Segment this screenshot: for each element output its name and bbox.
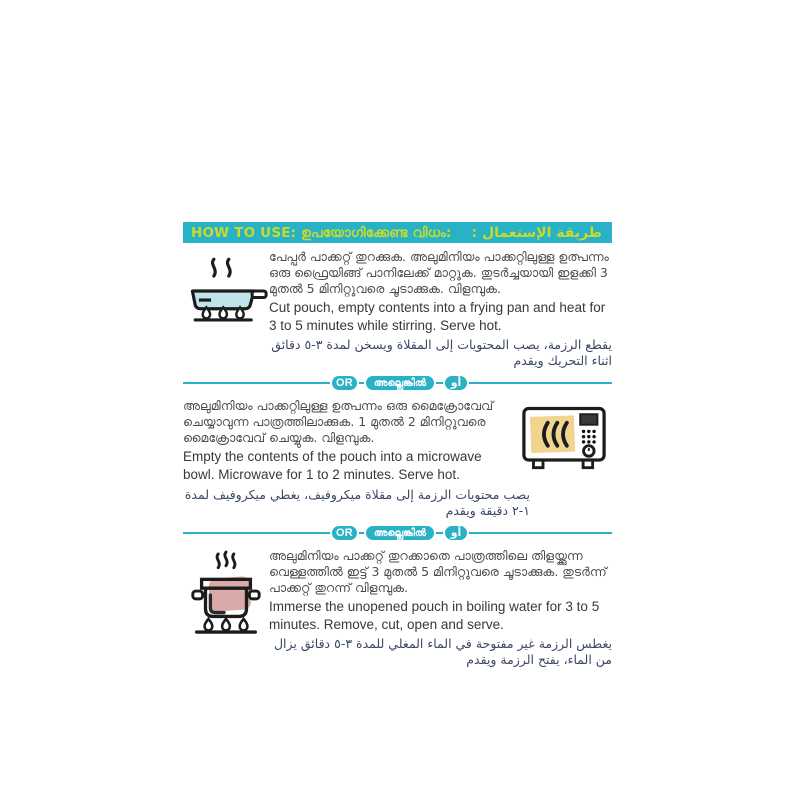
- frying-pan-icon: [183, 249, 269, 369]
- header-bar: [183, 222, 612, 243]
- section-1-text: [269, 249, 612, 369]
- microwave-icon: [514, 398, 612, 483]
- section-boiling-water: [183, 548, 612, 668]
- instruction-malayalam: പേപ്പർ പാക്കറ്റ് തുറക്കുക. അലുമിനിയം പാക്കറ്റിലുള്ള ഉത്പന്നം ഒരു ഫ്രൈയിങ്ങ് പാനിലേക്ക് മാറ്റുക. തുടർച്ചയായി ഇളക്കി 3 മുതൽ 5 മിനിറ്റുവരെ ചൂടാക്കുക. വിളമ്പുക.: [269, 249, 609, 296]
- how-to-use-panel: [183, 222, 612, 668]
- or-divider: [183, 524, 612, 542]
- instruction-arabic: يصب محتويات الرزمة إلى مقلاة ميكروفيف، يغطي ميكروفيف لمدة ١-٢ دقيقة ويقدم: [184, 487, 530, 518]
- section-microwave: [183, 398, 612, 483]
- instruction-english: Immerse the unopened pouch in boiling water for 3 to 5 minutes. Remove, cut, open and serve.: [269, 599, 600, 632]
- or-badge-english: OR: [330, 524, 359, 542]
- or-badge-arabic: أو: [443, 374, 469, 392]
- instruction-english: Empty the contents of the pouch into a microwave bowl. Microwave for 1 to 2 minutes. Serve hot.: [183, 449, 482, 482]
- instruction-arabic: يغطس الرزمة غير مفتوحة في الماء المغلي للمدة ٣-٥ دقائق يزال من الماء، يفتح الرزمة ويقدم: [273, 636, 612, 667]
- or-divider: [183, 374, 612, 392]
- boiling-pot-icon: [183, 548, 269, 668]
- header-title: HOW TO USE: ഉപയോഗിക്കേണ്ട വിധം:: [191, 224, 452, 241]
- or-badge-malayalam: അല്ലെങ്കിൽ: [364, 524, 436, 542]
- or-badge-english: OR: [330, 374, 359, 392]
- instruction-malayalam: അലുമിനിയം പാക്കറ്റിലുള്ള ഉത്പന്നം ഒരു മൈക്രോവേവ് ചെയ്യാവുന്ന പാത്രത്തിലാക്കുക. 1 മുതൽ 2 മിനിറ്റുവരെ മൈക്രോവേവ് ചെയ്യുക. വിളമ്പുക.: [183, 398, 494, 445]
- instruction-arabic: يقطع الرزمة، يصب المحتويات إلى المقلاة ويسخن لمدة ٣-٥ دقائق اثناء التحريك ويقدم: [271, 337, 612, 368]
- instruction-malayalam: അലുമിനിയം പാക്കറ്റ് തുറക്കാതെ പാത്രത്തിലെ തിളയ്ക്കുന്ന വെള്ളത്തിൽ ഇട്ട് 3 മുതൽ 5 മിനിറ്റുവരെ ചൂടാക്കുക. തുടർന്ന് പാക്കറ്റ് തുറന്ന് വിളമ്പുക.: [269, 548, 607, 595]
- or-badge-arabic: أو: [443, 524, 469, 542]
- instruction-english: Cut pouch, empty contents into a frying pan and heat for 3 to 5 minutes while stirring. Serve hot.: [269, 300, 606, 333]
- section-2-text: [183, 398, 514, 483]
- section-frying-pan: [183, 249, 612, 369]
- section-3-text: [269, 548, 612, 668]
- header-title-arabic: طريقة الإستعمال :: [471, 224, 602, 241]
- or-badge-malayalam: അല്ലെങ്കിൽ: [364, 374, 436, 392]
